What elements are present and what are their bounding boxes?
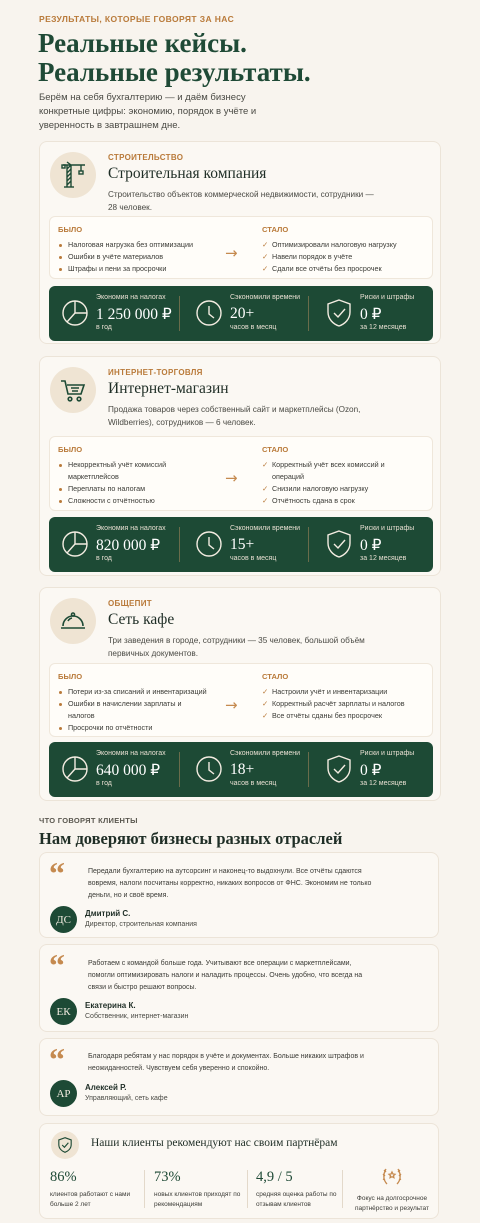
recommend-panel (39, 1123, 439, 1219)
after-heading: СТАЛО (262, 225, 289, 234)
case-card-construction (39, 141, 441, 344)
after-item: ✓ Сдали все отчёты без просрочек (262, 263, 397, 275)
before-column (58, 225, 193, 275)
divider (247, 1170, 248, 1208)
reviewer-name: Алексей Р. (85, 1083, 127, 1092)
stat-label: Экономия на налогах (96, 750, 166, 757)
reviewer-name: Екатерина К. (85, 1001, 136, 1010)
recommend-label: клиентов работают с нами больше 2 лет (50, 1191, 131, 1208)
stat-sub: часов в месяц (230, 780, 277, 787)
recommend-value: 4,9 / 5 (256, 1169, 293, 1185)
hero-title-line1: Реальные кейсы. (38, 28, 247, 58)
after-item: ✓ Навели порядок в учёте (262, 251, 397, 263)
pie-chart-icon (59, 528, 91, 560)
avatar: ЕК (50, 998, 77, 1025)
before-after-panel (49, 216, 433, 279)
recommend-title: Наши клиенты рекомендуют нас своим партнёрам (91, 1137, 338, 1149)
before-item: Сложности с отчётностью (58, 495, 208, 507)
divider (308, 296, 309, 331)
recommend-stat (154, 1169, 244, 1209)
case-title: Интернет-магазин (108, 380, 229, 397)
shopping-cart-icon (50, 367, 96, 413)
divider (144, 1170, 145, 1208)
crane-icon (50, 152, 96, 198)
before-after-panel (49, 663, 433, 737)
stat-time-saved (183, 286, 311, 341)
case-card-catering (39, 587, 441, 801)
clock-icon (193, 297, 225, 329)
stat-label: Экономия на налогах (96, 294, 166, 301)
before-item: Ошибки в учёте материалов (58, 251, 193, 263)
stat-label: Риски и штрафы (360, 525, 415, 532)
divider (179, 752, 180, 787)
reviewer-name: Дмитрий С. (85, 909, 131, 918)
shield-check-icon (323, 528, 355, 560)
case-tag: ИНТЕРНЕТ-ТОРГОВЛЯ (108, 368, 203, 377)
stat-label: Риски и штрафы (360, 294, 415, 301)
testimonial-text: Благодаря ребятам у нас порядок в учёте и документах. Больше никаких штрафов и неожиданностей. Чувствуем себя уверенно и спокойно. (88, 1053, 364, 1072)
stat-sub: часов в месяц (230, 555, 277, 562)
pie-chart-icon (59, 297, 91, 329)
shield-check-icon (51, 1131, 79, 1159)
case-tag: ОБЩЕПИТ (108, 599, 152, 608)
recommend-focus (350, 1166, 434, 1213)
stat-value: 20+ (230, 305, 255, 322)
quote-icon: “ (49, 855, 65, 891)
before-heading: БЫЛО (58, 445, 83, 454)
stat-label: Сэкономили времени (230, 750, 301, 757)
testimonial-text: Работаем с командой больше года. Учитывают все операции с маркетплейсами, помогли оптимизировать налоги и наладить процессы. Очень удобно, что всегда на связи и быстро решают вопросы. (88, 960, 363, 991)
after-heading: СТАЛО (262, 672, 289, 681)
after-item: ✓ Корректный расчёт зарплаты и налогов (262, 698, 422, 710)
stat-sub: за 12 месяцев (360, 780, 407, 787)
hero-subtitle: Берём на себя бухгалтерию — и даём бизнесу конкретные цифры: экономию, порядок в учёте и уверенность в завтрашнем дне. (39, 92, 257, 131)
reviewer-role: Директор, строительная компания (85, 921, 197, 928)
case-tag: СТРОИТЕЛЬСТВО (108, 153, 184, 162)
case-title: Строительная компания (108, 165, 267, 182)
before-item: Ошибки в начислении зарплаты и налогов (58, 698, 208, 722)
stat-value: 18+ (230, 761, 255, 778)
case-card-ecommerce (39, 356, 441, 576)
after-column (262, 225, 397, 275)
hero-title (38, 29, 458, 87)
before-item: Просрочки по отчётности (58, 722, 208, 734)
shield-check-icon (323, 297, 355, 329)
laurel-icon (381, 1166, 403, 1186)
divider (179, 527, 180, 562)
before-heading: БЫЛО (58, 672, 83, 681)
stat-risks (313, 286, 441, 341)
stat-value: 0 ₽ (360, 306, 382, 323)
after-column (262, 672, 422, 722)
clock-icon (193, 528, 225, 560)
before-item: Штрафы и пени за просрочки (58, 263, 193, 275)
testimonial-text: Передали бухгалтерию на аутсорсинг и наконец-то выдохнули. Все отчёты сдаются вовремя, налоги посчитаны корректно, никаких вопросов от ФНС. Экономим не только деньги, но и своё время. (88, 868, 372, 899)
testimonial-card (39, 852, 439, 938)
stat-sub: часов в месяц (230, 324, 277, 331)
stat-value: 1 250 000 ₽ (96, 306, 172, 323)
case-description: Строительство объектов коммерческой недвижимости, сотрудники — 28 человек. (108, 190, 374, 212)
before-item: Налоговая нагрузка без оптимизации (58, 239, 193, 251)
divider (308, 527, 309, 562)
stats-panel (49, 517, 433, 572)
case-description: Три заведения в городе, сотрудники — 35 человек, большой объём первичных документов. (108, 636, 365, 658)
recommend-label: средняя оценка работы по отзывам клиентов (256, 1191, 337, 1208)
testimonial-card (39, 944, 439, 1032)
stat-label: Сэкономили времени (230, 294, 301, 301)
case-title: Сеть кафе (108, 611, 175, 628)
stat-time-saved (183, 742, 311, 797)
arrow-right-icon: → (225, 696, 238, 714)
stat-label: Экономия на налогах (96, 525, 166, 532)
reviewer-role: Собственник, интернет-магазин (85, 1013, 189, 1020)
stat-tax-savings (49, 742, 177, 797)
stat-tax-savings (49, 517, 177, 572)
hero-title-line2: Реальные результаты. (38, 57, 311, 87)
reviewer-role: Управляющий, сеть кафе (85, 1095, 168, 1102)
recommend-value: 73% (154, 1169, 181, 1185)
after-item: ✓ Отчётность сдана в срок (262, 495, 392, 507)
cloche-icon (50, 598, 96, 644)
before-item: Некорректный учёт комиссий маркетплейсов (58, 459, 208, 483)
testimonials-title: Нам доверяют бизнесы разных отраслей (39, 829, 343, 848)
stat-value: 820 000 ₽ (96, 537, 161, 554)
testimonial-card (39, 1038, 439, 1116)
quote-icon: “ (49, 947, 65, 983)
after-item: ✓ Оптимизировали налоговую нагрузку (262, 239, 397, 251)
stat-sub: в год (96, 780, 112, 787)
before-column (58, 445, 208, 507)
after-item: ✓ Все отчёты сданы без просрочек (262, 710, 422, 722)
arrow-right-icon: → (225, 244, 238, 262)
avatar: АР (50, 1080, 77, 1107)
hero-eyebrow: РЕЗУЛЬТАТЫ, КОТОРЫЕ ГОВОРЯТ ЗА НАС (39, 14, 235, 24)
before-after-panel (49, 436, 433, 511)
stats-panel (49, 286, 433, 341)
divider (179, 296, 180, 331)
testimonials-eyebrow: ЧТО ГОВОРЯТ КЛИЕНТЫ (39, 816, 138, 825)
after-item: ✓ Корректный учёт всех комиссий и операций (262, 459, 392, 483)
recommend-stat (256, 1169, 346, 1209)
after-item: ✓ Настроили учёт и инвентаризации (262, 686, 422, 698)
divider (308, 752, 309, 787)
stat-risks (313, 742, 441, 797)
stats-panel (49, 742, 433, 797)
stat-label: Риски и штрафы (360, 750, 415, 757)
avatar: ДС (50, 906, 77, 933)
before-heading: БЫЛО (58, 225, 83, 234)
clock-icon (193, 753, 225, 785)
after-heading: СТАЛО (262, 445, 289, 454)
stat-value: 640 000 ₽ (96, 762, 161, 779)
recommend-stat (50, 1169, 140, 1209)
arrow-right-icon: → (225, 469, 238, 487)
recommend-label: Фокус на долгосрочное партнёрство и результат (355, 1195, 429, 1212)
stat-sub: в год (96, 324, 112, 331)
before-item: Переплаты по налогам (58, 483, 208, 495)
stat-value: 15+ (230, 536, 255, 553)
after-column (262, 445, 392, 507)
divider (342, 1170, 343, 1208)
stat-risks (313, 517, 441, 572)
stat-sub: в год (96, 555, 112, 562)
stat-value: 0 ₽ (360, 762, 382, 779)
stat-label: Сэкономили времени (230, 525, 301, 532)
recommend-label: новых клиентов приходят по рекомендациям (154, 1191, 241, 1208)
stat-tax-savings (49, 286, 177, 341)
case-description: Продажа товаров через собственный сайт и маркетплейсы (Ozon, Wildberries), сотрудников — 6 человек. (108, 405, 361, 427)
before-item: Потери из-за списаний и инвентаризаций (58, 686, 208, 698)
stat-sub: за 12 месяцев (360, 555, 407, 562)
pie-chart-icon (59, 753, 91, 785)
recommend-value: 86% (50, 1169, 77, 1185)
shield-check-icon (323, 753, 355, 785)
quote-icon: “ (49, 1041, 65, 1077)
before-column (58, 672, 208, 734)
stat-value: 0 ₽ (360, 537, 382, 554)
stat-sub: за 12 месяцев (360, 324, 407, 331)
after-item: ✓ Снизили налоговую нагрузку (262, 483, 392, 495)
stat-time-saved (183, 517, 311, 572)
